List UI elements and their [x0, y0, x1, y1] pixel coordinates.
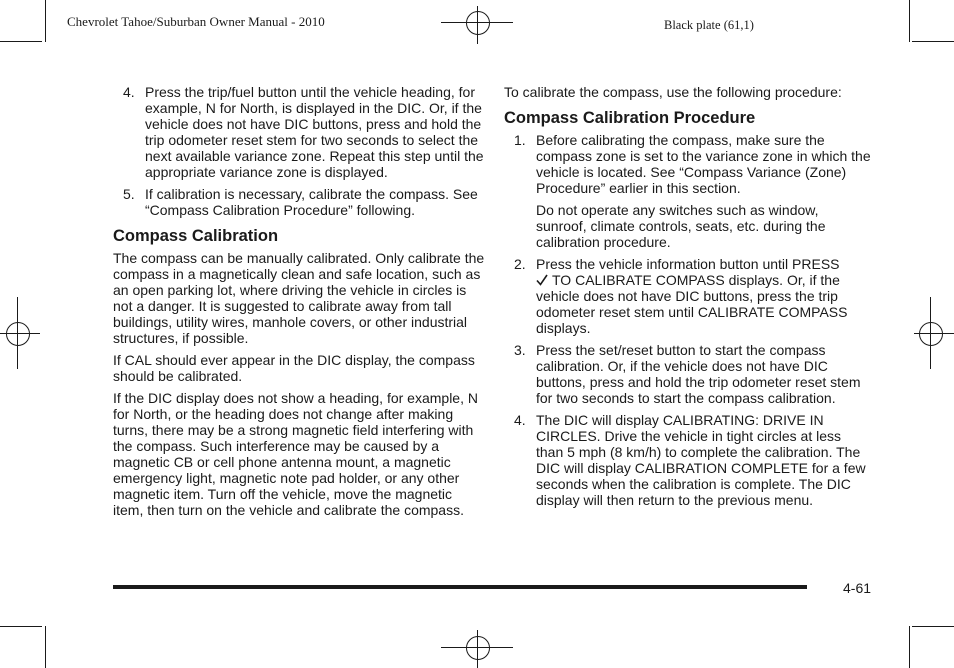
list-number: 4. — [514, 412, 526, 428]
list-number: 5. — [123, 186, 135, 202]
body-paragraph: The compass can be manually calibrated. Only calibrate the compass in a magnetically clean and safe location, such as an open parking lot, where driving the vehicle in circles is not a danger. It is suggested to calibrate away from tall buildings, utility wires, manhole covers, or other industrial structures, if possible. — [113, 250, 485, 346]
crop-mark — [0, 41, 42, 42]
body-paragraph: If the DIC display does not show a heading, for example, N for North, or the heading does not change after making turns, there may be a strong magnetic field interfering with the compass. Such interference may be caused by a magnetic CB or cell phone antenna mount, a magnetic emergency light, magnetic note pad holder, or any other magnetic item. Turn off the vehicle, move the magnetic item, then turn on the vehicle and calibrate the compass. — [113, 390, 478, 518]
list-text: If calibration is necessary, calibrate the compass. See “Compass Calibration Procedure” following. — [145, 186, 478, 218]
crop-mark — [45, 626, 46, 668]
crop-mark — [909, 0, 910, 42]
list-text: TO CALIBRATE COMPASS displays. Or, if the vehicle does not have DIC buttons, press the trip odometer reset stem until CALIBRATE COMPASS displays. — [536, 272, 848, 336]
section-heading: Compass Calibration Procedure — [504, 109, 756, 127]
list-text: Before calibrating the compass, make sure the compass zone is set to the variance zone in which the vehicle is located. See “Compass Variance (Zone) Procedure” earlier in this section. — [536, 132, 871, 196]
section-heading: Compass Calibration — [113, 227, 279, 245]
left-column — [113, 84, 485, 524]
intro-paragraph: To calibrate the compass, use the following procedure: — [504, 84, 842, 100]
crop-mark — [909, 626, 910, 668]
list-number: 1. — [514, 132, 526, 148]
check-mark-icon — [536, 274, 548, 286]
manual-title: Chevrolet Tahoe/Suburban Owner Manual - 2010 — [67, 14, 325, 29]
crop-mark — [45, 0, 46, 42]
list-text: Press the vehicle information button until PRESS — [536, 256, 840, 272]
plate-label: Black plate (61,1) — [664, 18, 754, 32]
list-number: 3. — [514, 342, 526, 358]
list-item — [504, 342, 872, 406]
list-item — [504, 412, 872, 508]
step-note: Do not operate any switches such as window, sunroof, climate controls, seats, etc. during the calibration procedure. — [536, 202, 826, 250]
crop-mark — [0, 626, 42, 627]
list-text: The DIC will display CALIBRATING: DRIVE IN CIRCLES. Drive the vehicle in tight circles at less than 5 mph (8 km/h) to complete the calibration. The DIC will display CALIBRATION COMPLETE for a few seconds when the calibration is complete. The DIC display will then return to the previous menu. — [536, 412, 866, 508]
list-number: 2. — [514, 256, 526, 272]
list-text: Press the set/reset button to start the compass calibration. Or, if the vehicle does not have DIC buttons, press and hold the trip odometer reset stem for two seconds to start the compass calibration. — [536, 342, 861, 406]
list-text: Press the trip/fuel button until the vehicle heading, for example, N for North, is displayed in the DIC. Or, if the vehicle does not have DIC buttons, press and hold the trip odometer reset stem for two seconds to select the next available variance zone. Repeat this step until the appropriate variance zone is displayed. — [145, 84, 484, 180]
footer-rule — [113, 585, 807, 589]
list-item — [113, 186, 485, 218]
body-paragraph: If CAL should ever appear in the DIC display, the compass should be calibrated. — [113, 352, 475, 384]
page-number: 4-61 — [843, 580, 872, 596]
list-item — [504, 132, 872, 196]
list-item — [113, 84, 485, 180]
crop-mark — [912, 41, 954, 42]
list-item — [504, 256, 872, 336]
right-column — [504, 84, 872, 514]
list-number: 4. — [123, 84, 135, 100]
crop-mark — [912, 626, 954, 627]
